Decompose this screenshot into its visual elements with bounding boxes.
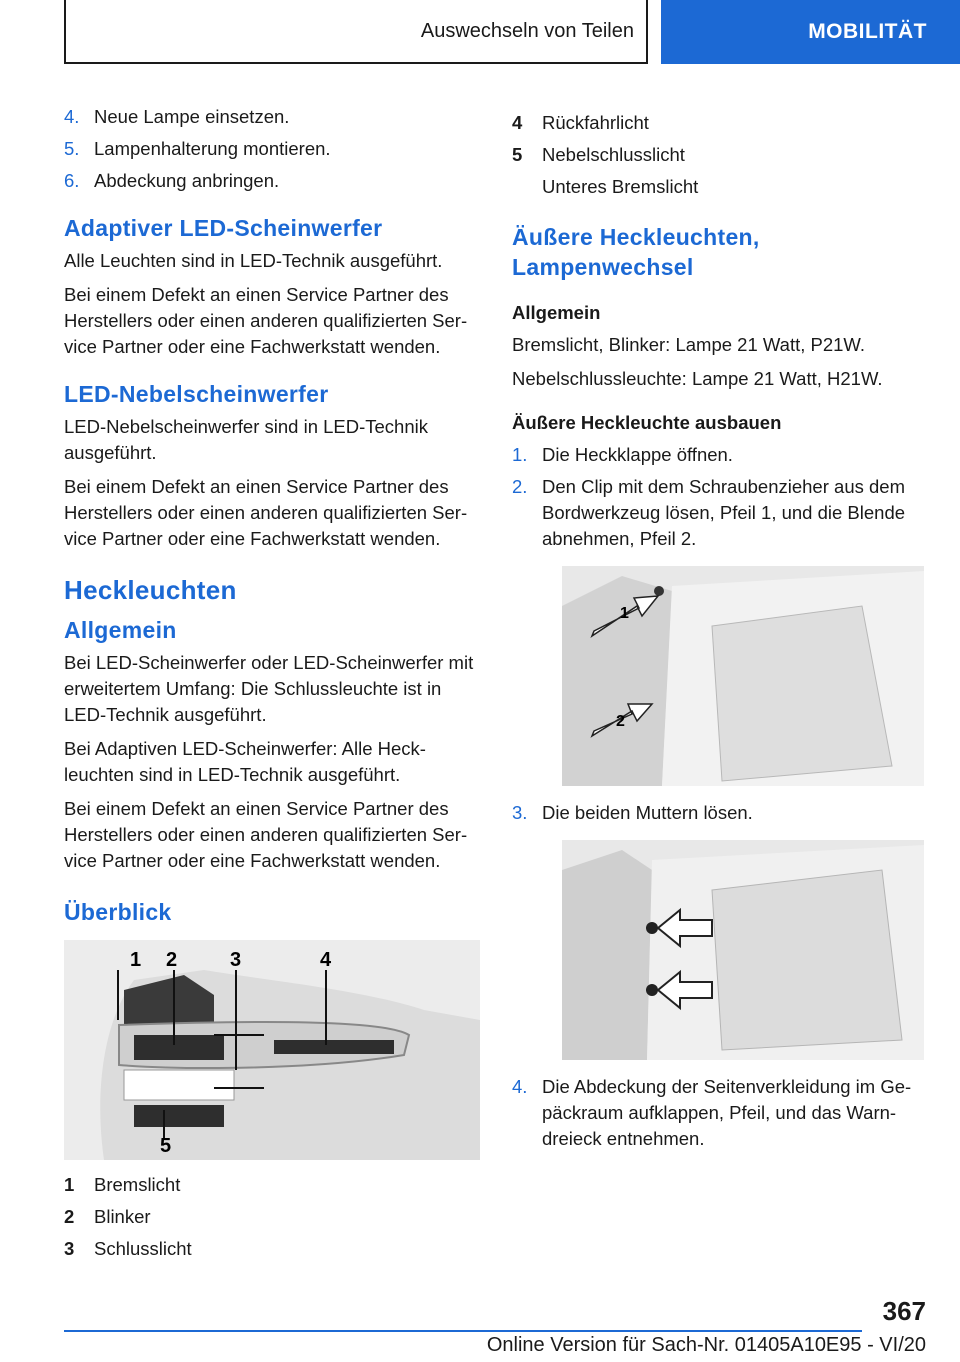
step-item [512, 800, 923, 826]
paragraph: Alle Leuchten sind in LED-Technik ausgeführt. [64, 250, 443, 271]
step-text: Neue Lampe einsetzen. [94, 106, 290, 127]
step-number: 6. [64, 170, 80, 191]
legend-text: Blinker [94, 1206, 151, 1227]
nuts-illustration [562, 840, 924, 1060]
legend-number: 3 [64, 1238, 75, 1259]
paragraph: Bei LED-Scheinwerfer oder LED-Scheinwerfer mit erweitertem Umfang: Die Schlussleuchte ist in LED-Technik ausgeführt. [64, 652, 474, 725]
chapter-tab-label: MOBILITÄT [808, 20, 927, 43]
legend-number: 2 [64, 1206, 75, 1227]
legend-number: 1 [64, 1174, 75, 1195]
paragraph: Bremslicht, Blinker: Lampe 21 Watt, P21W. [512, 334, 865, 355]
heading-overview: Überblick [64, 899, 172, 925]
arrow-label-1: 1 [620, 605, 629, 622]
legend-number: 5 [512, 144, 523, 165]
arrow-label-2: 2 [616, 713, 625, 730]
step-number: 3. [512, 802, 528, 823]
heading-led-fog: LED-Nebelscheinwerfer [64, 381, 329, 407]
legend-item [64, 1236, 479, 1262]
step-number: 4. [64, 106, 80, 127]
step-item [64, 104, 479, 130]
figure-label-2: 2 [166, 949, 178, 971]
section-title-text: Auswechseln von Teilen [420, 19, 634, 42]
legend-text: Nebelschlusslicht [542, 144, 685, 165]
figure-label-1: 1 [130, 949, 142, 971]
step-text: Die Abdeckung der Seitenverkleidung im Ge‐päckraum aufklappen, Pfeil, und das Warn‐dreieck entnehmen. [542, 1076, 912, 1149]
step-text: Lampenhalterung montieren. [94, 138, 331, 159]
tail-light-figure [64, 940, 480, 1160]
figure-label-3: 3 [230, 949, 242, 971]
right-column [512, 110, 923, 1158]
step-number: 5. [64, 138, 80, 159]
heading-general: Allgemein [64, 617, 177, 643]
step-text: Den Clip mit dem Schraubenzieher aus dem Bordwerkzeug lösen, Pfeil 1, und die Blende abnehmen, Pfeil 2. [542, 476, 906, 549]
legend-item [64, 1172, 479, 1198]
legend-number: 4 [512, 112, 523, 133]
heading-adaptive-led: Adaptiver LED-Scheinwerfer [64, 215, 383, 241]
paragraph: Bei einem Defekt an einen Service Partner des Herstellers oder einen anderen qualifizierten Ser‐vice Partner oder eine Fachwerkstatt wenden. [64, 476, 468, 549]
paragraph: Nebelschlussleuchte: Lampe 21 Watt, H21W. [512, 368, 883, 389]
paragraph: Bei einem Defekt an einen Service Partner des Herstellers oder einen anderen qualifizierten Ser‐vice Partner oder eine Fachwerkstatt wenden. [64, 284, 468, 357]
heading-rear-lights-bulb-change: Äußere Heckleuchten, Lampenwechsel [512, 224, 760, 280]
legend-item [64, 1204, 479, 1230]
step-item [512, 474, 923, 552]
step-text: Die Heckklappe öffnen. [542, 444, 733, 465]
clip-removal-illustration [562, 566, 924, 786]
step-item [512, 442, 923, 468]
step-number: 2. [512, 476, 528, 497]
legend-text: Schlusslicht [94, 1238, 192, 1259]
footer-text: Online Version für Sach-Nr. 01405A10E95 - VI/20 [486, 1334, 926, 1356]
tail-light-illustration [64, 940, 480, 1160]
footer-divider [64, 1330, 862, 1332]
nuts-figure [562, 840, 924, 1060]
step-text: Die beiden Muttern lösen. [542, 802, 753, 823]
step-number: 1. [512, 444, 528, 465]
legend-text: Bremslicht [94, 1174, 181, 1195]
paragraph: Bei einem Defekt an einen Service Partner des Herstellers oder einen anderen qualifizierten Ser‐vice Partner oder eine Fachwerkstatt wenden. [64, 798, 468, 871]
paragraph: Bei Adaptiven LED-Scheinwerfer: Alle Heck‐leuchten sind in LED-Technik ausgeführt. [64, 738, 426, 785]
figure-label-4: 4 [320, 949, 332, 971]
subheading-remove-rear-light: Äußere Heckleuchte ausbauen [512, 412, 782, 433]
legend-text: Rückfahrlicht [542, 112, 649, 133]
page-number: 367 [882, 1296, 926, 1326]
step-text: Abdeckung anbringen. [94, 170, 280, 191]
heading-tail-lights: Heckleuchten [64, 575, 237, 605]
left-column [64, 104, 479, 1268]
header-section-title [64, 0, 648, 64]
paragraph: LED-Nebelscheinwerfer sind in LED-Technik ausgeführt. [64, 416, 428, 463]
clip-removal-figure [562, 566, 924, 786]
step-item [512, 1074, 923, 1152]
step-item [64, 136, 479, 162]
header-chapter-tab[interactable] [661, 0, 960, 64]
legend-continuation: Unteres Bremslicht [542, 176, 699, 197]
figure-label-5: 5 [160, 1135, 172, 1157]
step-item [64, 168, 479, 194]
subheading-general: Allgemein [512, 302, 601, 323]
legend-item [512, 110, 923, 136]
legend-item [512, 142, 923, 168]
step-number: 4. [512, 1076, 528, 1097]
